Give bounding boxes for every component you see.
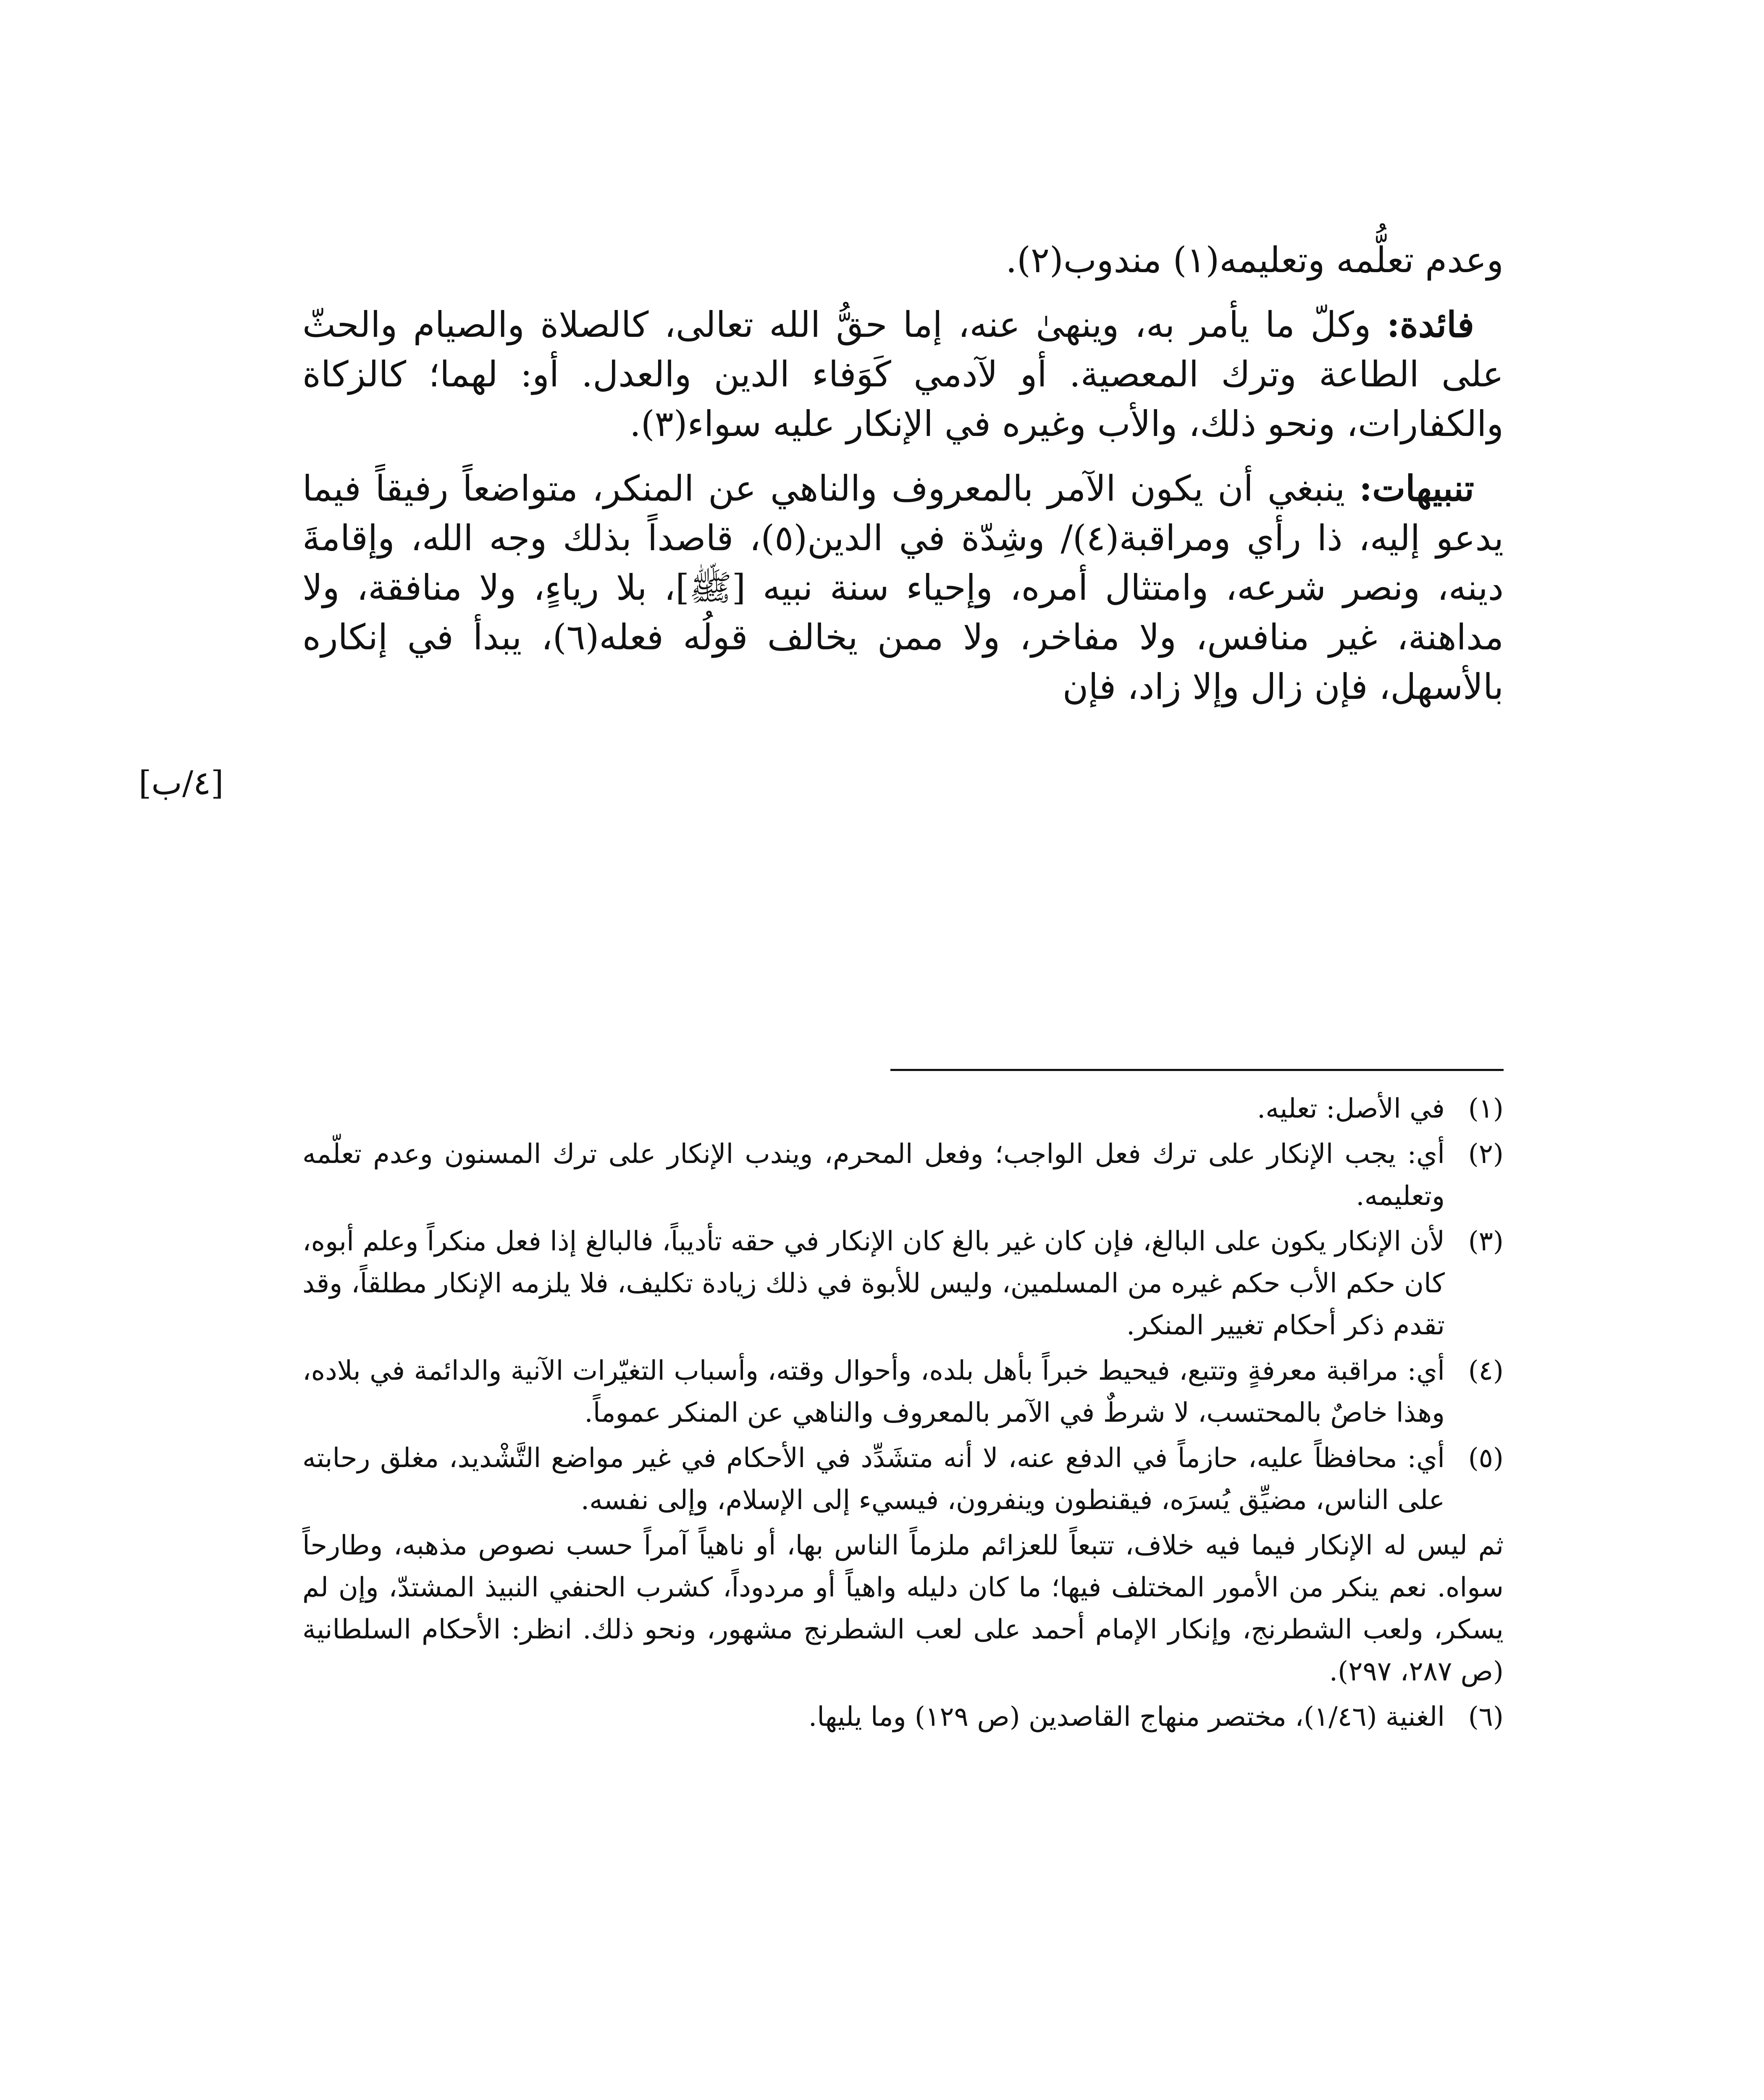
footnote-number: (١) [1468, 1093, 1504, 1124]
tanbihat-heading: تنبيهات: [1359, 467, 1474, 509]
footnote-separator [890, 1069, 1504, 1071]
faida-heading: فائدة: [1386, 304, 1474, 345]
footnote-number: (٥) [1468, 1443, 1504, 1474]
faida-text: وكلّ ما يأمر به، وينهىٰ عنه، إما حقُّ الله تعالى، كالصلاة والصيام والحثّ على الطاعة وترك المعصية. أو لآدمي كَوَفاء الدين والعدل. أو: لهما؛ كالزكاة والكفارات، ونحو ذلك، والأب وغيره في الإنكار عليه سواء(٣). [302, 304, 1504, 444]
paragraph-faida [302, 300, 1504, 449]
footnote-number: (٢) [1468, 1139, 1504, 1170]
footnote-number: (٣) [1468, 1226, 1504, 1257]
footnote-text: أي: يجب الإنكار على ترك فعل الواجب؛ وفعل المحرم، ويندب الإنكار على ترك المسنون وعدم تعلّمه وتعليمه. [302, 1139, 1445, 1212]
footnote-4 [302, 1350, 1504, 1434]
footnote-2 [302, 1133, 1504, 1217]
manuscript-folio-reference: [٤/ب] [139, 764, 224, 802]
footnote-number: (٦) [1468, 1701, 1504, 1732]
paragraph-tanbihat [302, 464, 1504, 711]
footnote-text: أي: محافظاً عليه، حازماً في الدفع عنه، لا أنه متشَدِّد في الأحكام في غير مواضع التَّشْديد، مغلق رحابته على الناس، مضيِّق يُسرَه، فيقنطون وينفرون، فيسيء إلى الإسلام، وإلى نفسه. [302, 1443, 1445, 1516]
footnote-5 [302, 1437, 1504, 1521]
footnote-text: لأن الإنكار يكون على البالغ، فإن كان غير بالغ كان الإنكار في حقه تأديباً، فالبالغ إذا فعل منكراً وعلم أبوه، كان حكم الأب حكم غيره من المسلمين، وليس للأبوة في ذلك زيادة تكليف، فلا يلزمه الإنكار مطلقاً، وقد تقدم ذكر أحكام تغيير المنكر. [302, 1226, 1445, 1341]
footnote-6 [302, 1696, 1504, 1738]
footnote-1 [302, 1088, 1504, 1130]
footnote-number: (٤) [1468, 1355, 1504, 1386]
footnote-text: أي: مراقبة معرفةٍ وتتبع، فيحيط خبراً بأهل بلده، وأحوال وقته، وأسباب التغيّرات الآنية والدائمة في بلاده، وهذا خاصٌ بالمحتسب، لا شرطٌ في الآمر بالمعروف والناهي عن المنكر عموماً. [302, 1355, 1445, 1428]
main-text [302, 235, 1504, 727]
footnote-text: في الأصل: تعليه. [1257, 1093, 1445, 1124]
paragraph-continuation: وعدم تعلُّمه وتعليمه(١) مندوب(٢). [1005, 239, 1504, 281]
footnotes [302, 1088, 1504, 1741]
footnote-text: الغنية (١/٤٦)، مختصر منهاج القاصدين (ص ١٢٩) وما يليها. [808, 1701, 1445, 1732]
footnote-3 [302, 1221, 1504, 1347]
footnote-5-continuation: ثم ليس له الإنكار فيما فيه خلاف، تتبعاً للعزائم ملزماً الناس بها، أو ناهياً آمراً حسب نصوص مذهبه، وطارحاً سواه. نعم ينكر من الأمور المختلف فيها؛ ما كان دليله واهياً أو مردوداً، كشرب الحنفي النبيذ المشتدّ، وإن لم يسكر، ولعب الشطرنج، وإنكار الإمام أحمد على لعب الشطرنج مشهور، ونحو ذلك. انظر: الأحكام السلطانية (ص ٢٨٧، ٢٩٧). [302, 1530, 1504, 1687]
tanbihat-text: ينبغي أن يكون الآمر بالمعروف والناهي عن المنكر، متواضعاً رفيقاً فيما يدعو إليه، ذا رأي ومراقبة(٤)/ وشِدّة في الدين(٥)، قاصداً بذلك وجه الله، وإقامةَ دينه، ونصر شرعه، وامتثال أمره، وإحياء سنة نبيه [ﷺ]، بلا رياءٍ، ولا منافقة، ولا مداهنة، غير منافس، ولا مفاخر، ولا ممن يخالف قولُه فعله(٦)، يبدأ في إنكاره بالأسهل، فإن زال وإلا زاد، فإن [302, 468, 1504, 707]
